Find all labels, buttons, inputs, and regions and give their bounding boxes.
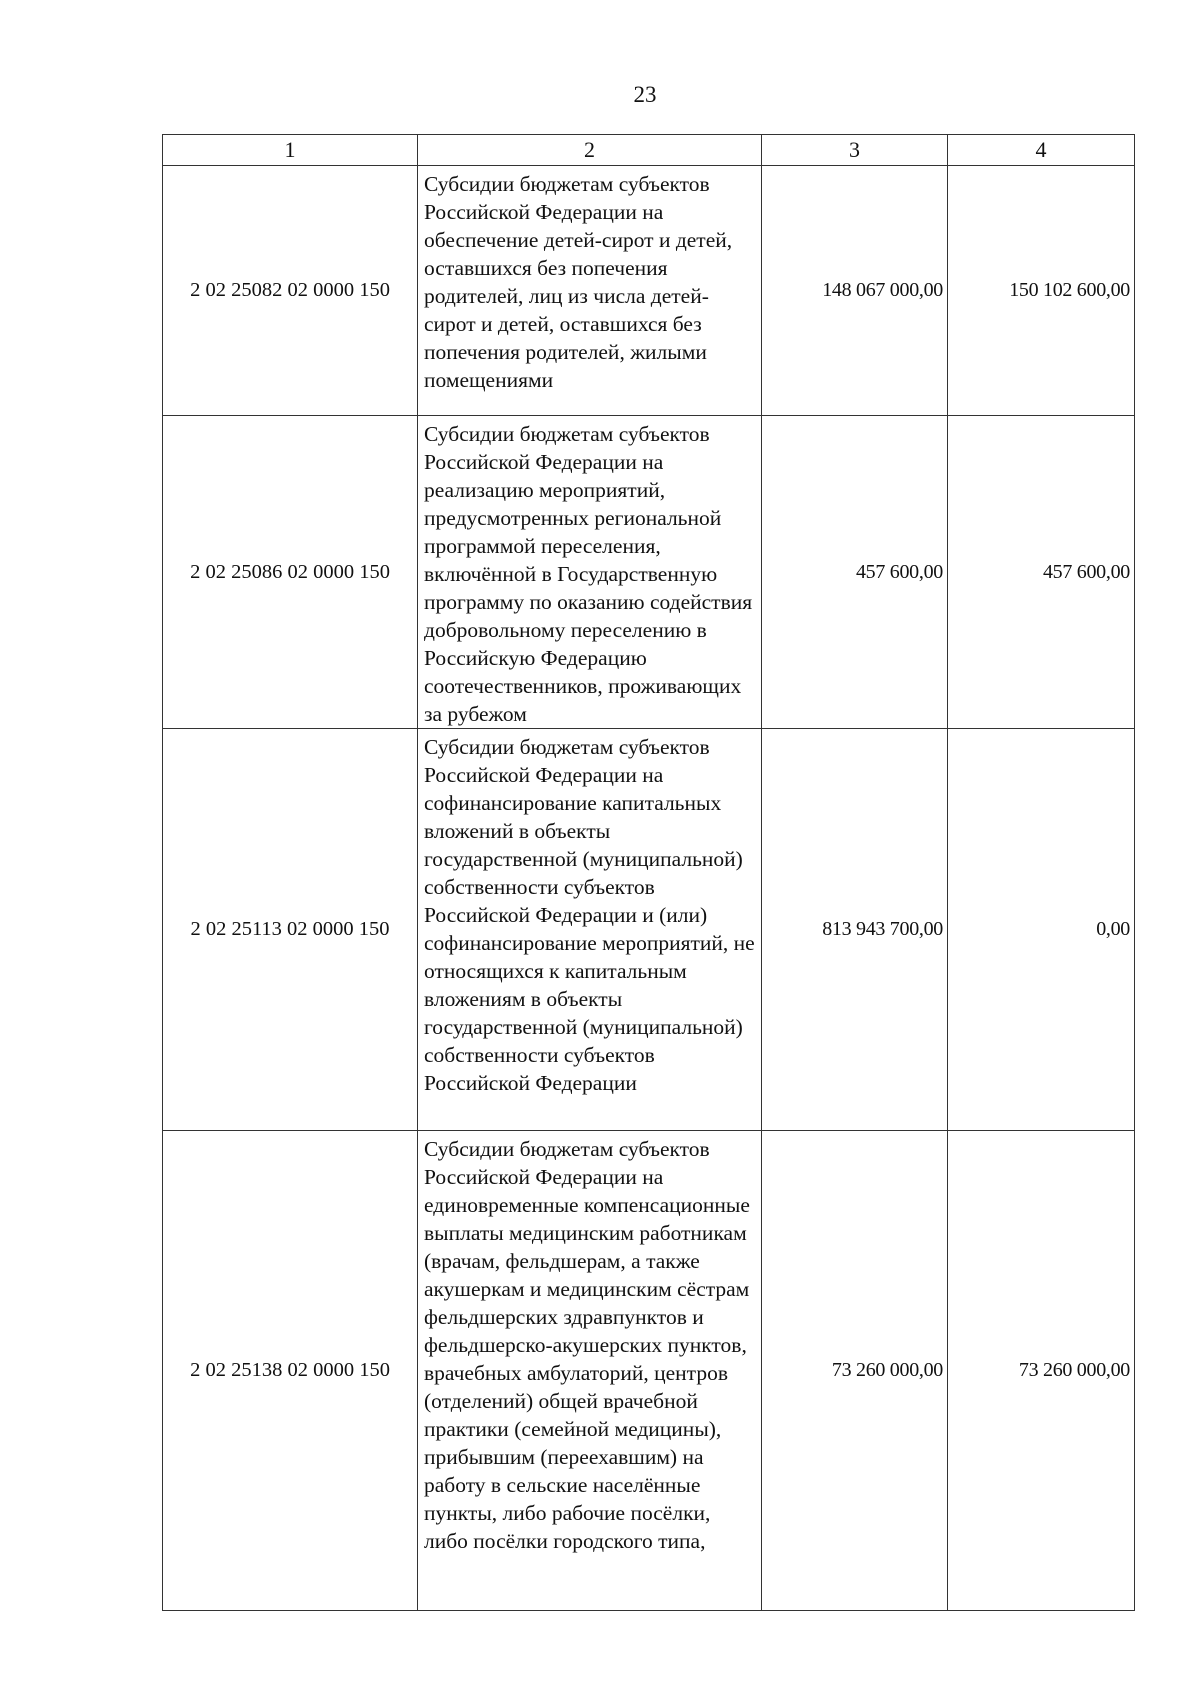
table-row <box>163 166 1135 416</box>
description-cell: Субсидии бюджетам субъектов Российской Федерации на обеспечение детей-сирот и детей, оставшихся без попечения родителей, лиц из числа детей-сирот и детей, оставшихся без попечения родителей, жилыми помещениями <box>418 166 762 416</box>
table-row <box>163 416 1135 729</box>
budget-code-cell: 2 02 25086 02 0000 150 <box>163 416 418 729</box>
column-header-2: 2 <box>418 135 762 166</box>
amount-col3-cell: 73 260 000,00 <box>762 1131 948 1611</box>
amount-col3-cell: 457 600,00 <box>762 416 948 729</box>
table-header-row <box>163 135 1135 166</box>
amount-col4-cell: 0,00 <box>948 729 1135 1131</box>
page-number: 23 <box>633 82 657 107</box>
amount-col4-cell: 73 260 000,00 <box>948 1131 1135 1611</box>
description-cell: Субсидии бюджетам субъектов Российской Федерации на софинансирование капитальных вложений в объекты государственной (муниципальной) собственности субъектов Российской Федерации и (или) софинансирование мероприятий, не относящихся к капитальным вложениям в объекты государственной (муниципальной) собственности субъектов Российской Федерации <box>418 729 762 1131</box>
budget-code-cell: 2 02 25138 02 0000 150 <box>163 1131 418 1611</box>
column-header-3: 3 <box>762 135 948 166</box>
amount-col3-cell: 148 067 000,00 <box>762 166 948 416</box>
budget-table <box>162 134 1135 1611</box>
table-row <box>163 1131 1135 1611</box>
amount-col4-cell: 150 102 600,00 <box>948 166 1135 416</box>
description-cell: Субсидии бюджетам субъектов Российской Федерации на реализацию мероприятий, предусмотренных региональной программой переселения, включённой в Государственную программу по оказанию содействия добровольному переселению в Российскую Федерацию соотечественников, проживающих за рубежом <box>418 416 762 729</box>
column-header-4: 4 <box>948 135 1135 166</box>
description-cell: Субсидии бюджетам субъектов Российской Федерации на единовременные компенсационные выплаты медицинским работникам (врачам, фельдшерам, а также акушеркам и медицинским сёстрам фельдшерских здравпунктов и фельдшерско-акушерских пунктов, врачебных амбулаторий, центров (отделений) общей врачебной практики (семейной медицины), прибывшим (переехавшим) на работу в сельские населённые пункты, либо рабочие посёлки, либо посёлки городского типа, <box>418 1131 762 1611</box>
amount-col4-cell: 457 600,00 <box>948 416 1135 729</box>
amount-col3-cell: 813 943 700,00 <box>762 729 948 1131</box>
budget-code-cell: 2 02 25082 02 0000 150 <box>163 166 418 416</box>
table-row <box>163 729 1135 1131</box>
budget-code-cell: 2 02 25113 02 0000 150 <box>163 729 418 1131</box>
column-header-1: 1 <box>163 135 418 166</box>
